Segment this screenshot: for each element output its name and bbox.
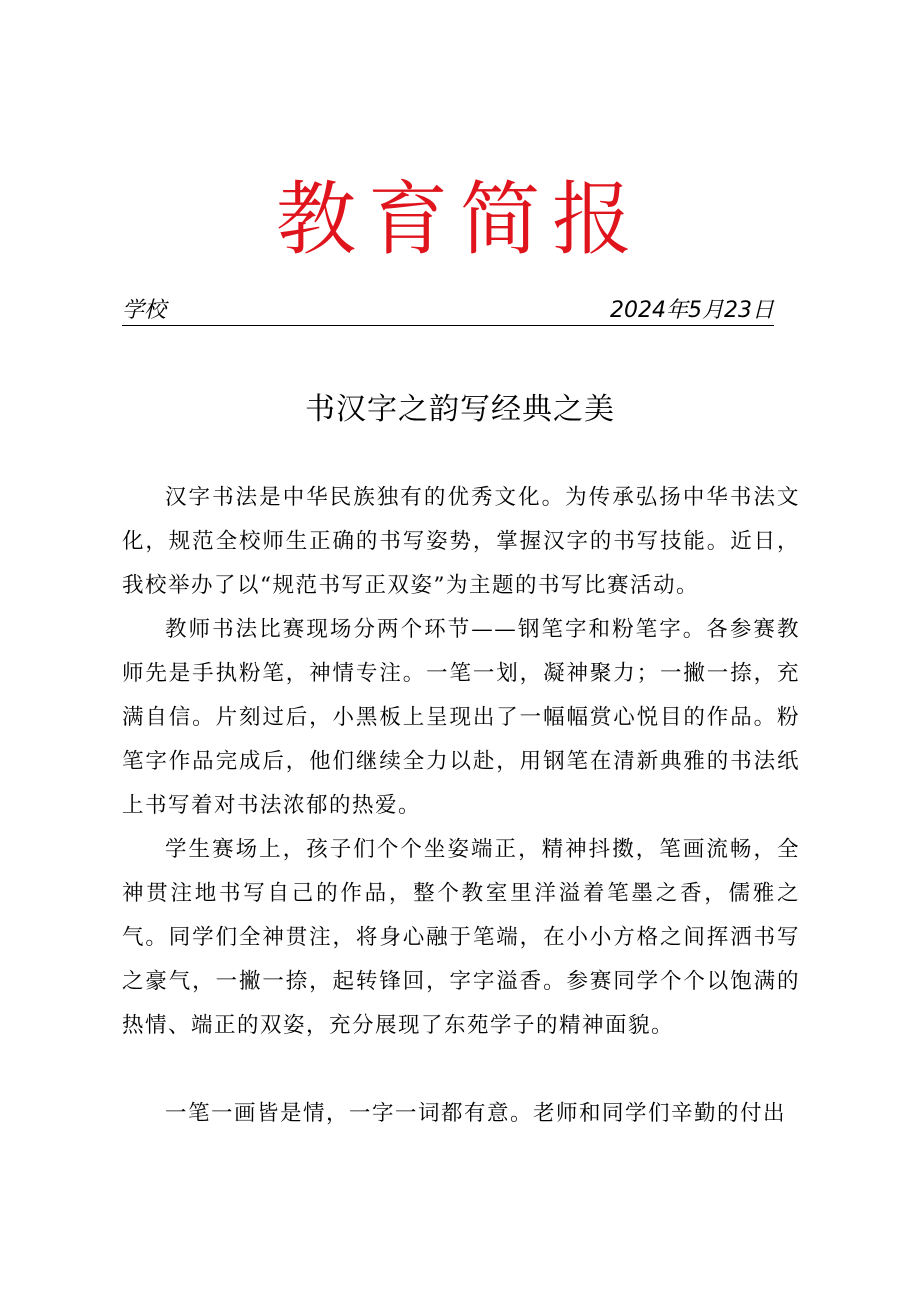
paragraph-intro: 汉字书法是中华民族独有的优秀文化。为传承弘扬中华书法文化，规范全校师生正确的书写姿势，掌握汉字的书写技能。近日，我校举办了以“规范书写正双姿”为主题的书写比赛活动。 bbox=[122, 485, 800, 598]
meta-line bbox=[122, 297, 774, 326]
paragraph-closing: 一笔一画皆是情，一字一词都有意。老师和同学们辛勤的付出 bbox=[165, 1101, 787, 1126]
masthead-title: 教育简报 bbox=[276, 173, 644, 266]
issue-date: 2024年5月23日 bbox=[610, 298, 774, 323]
article-body bbox=[122, 476, 800, 1136]
school-label: 学校 bbox=[122, 298, 167, 323]
paragraph-teacher-contest: 教师书法比赛现场分两个环节——钢笔字和粉笔字。各参赛教师先是手执粉笔，神情专注。一笔一划，凝神聚力；一撇一捺，充满自信。片刻过后，小黑板上呈现出了一幅幅赏心悦目的作品。粉笔字作品完成后，他们继续全力以赴，用钢笔在清新典雅的书法纸上书写着对书法浓郁的热爱。 bbox=[122, 617, 800, 818]
article-title: 书汉字之韵写经典之美 bbox=[305, 392, 615, 427]
paragraph-student-contest: 学生赛场上，孩子们个个坐姿端正，精神抖擞，笔画流畅，全神贯注地书写自己的作品，整个教室里洋溢着笔墨之香，儒雅之气。同学们全神贯注，将身心融于笔端，在小小方格之间挥洒书写之豪气，一撇一捺，起转锋回，字字溢香。参赛同学个个以饱满的热情、端正的双姿，充分展现了东苑学子的精神面貌。 bbox=[122, 837, 800, 1038]
